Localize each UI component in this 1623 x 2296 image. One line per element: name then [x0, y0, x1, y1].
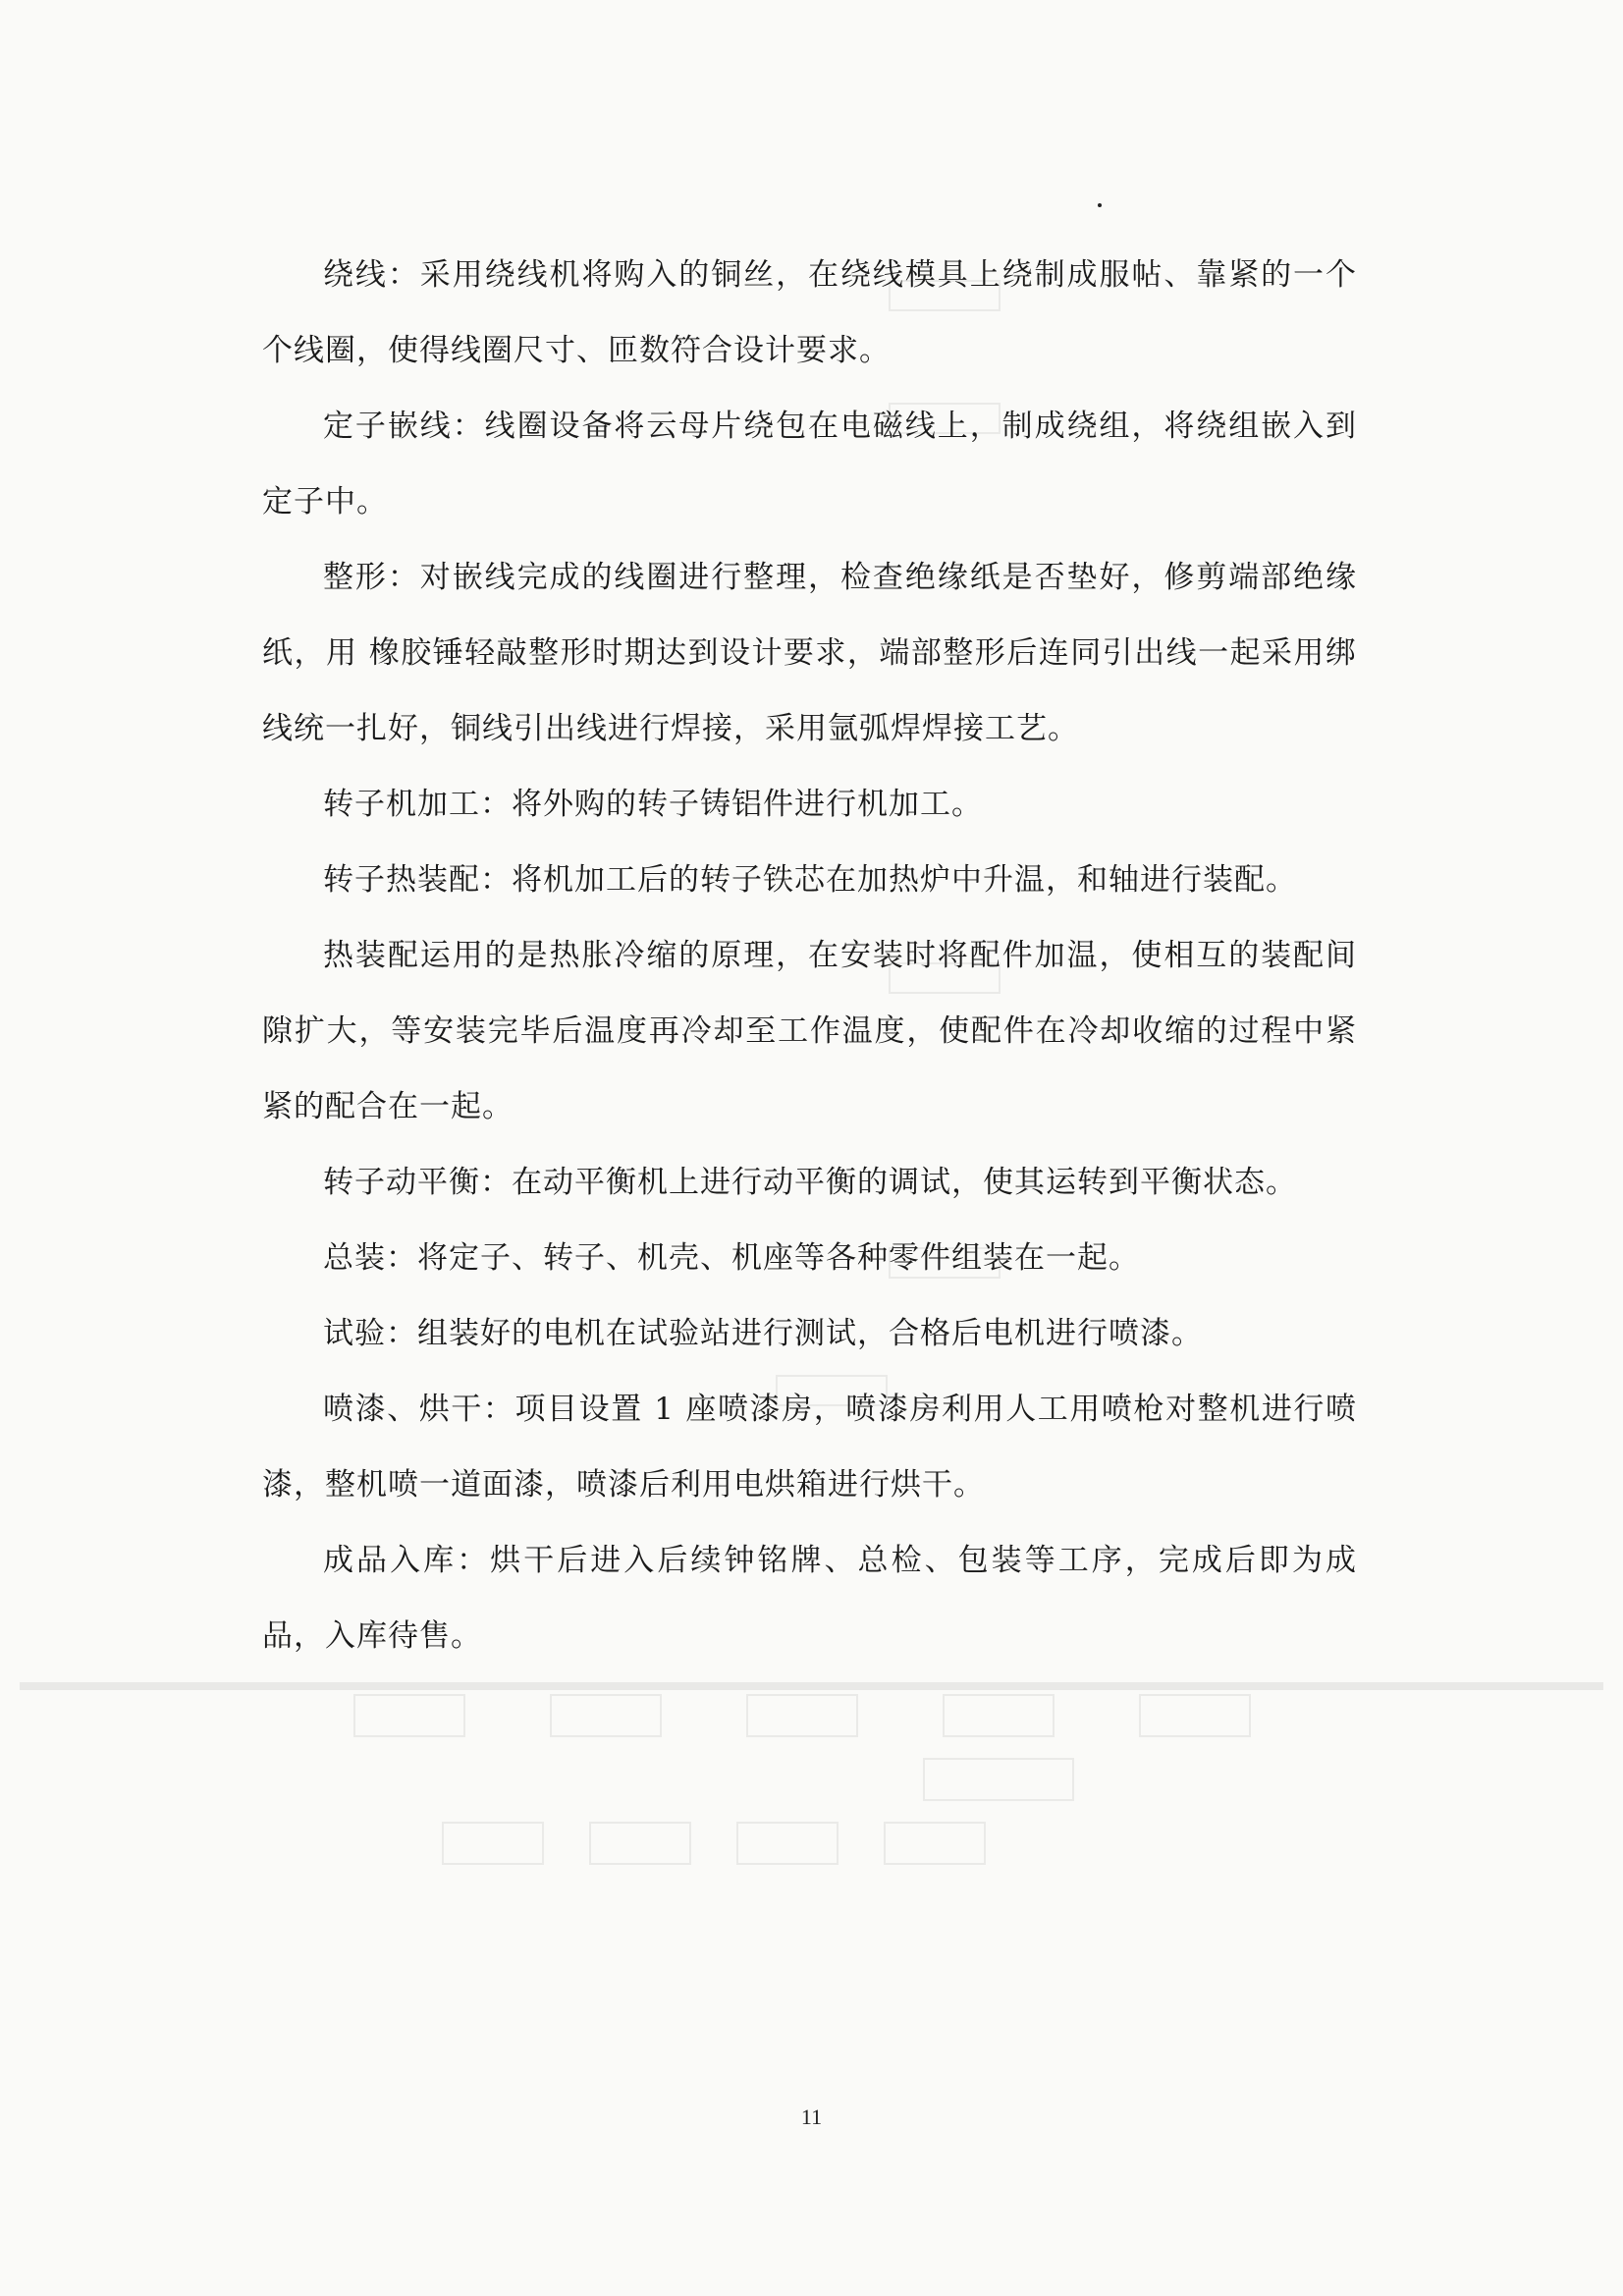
paragraph-shaping: 整形：对嵌线完成的线圈进行整理，检查绝缘纸是否垫好，修剪端部绝缘纸，用 橡胶锤轻敲整形时期达到设计要求，端部整形后连同引出线一起采用绑线统一扎好，铜线引出线进行焊接，采用氩弧焊焊接工艺。 — [262, 560, 1357, 746]
paragraph-winding: 绕线：采用绕线机将购入的铜丝，在绕线模具上绕制成服帖、靠紧的一个个线圈，使得线圈尺寸、匝数符合设计要求。 — [262, 257, 1357, 368]
paragraph-rotor-balancing: 转子动平衡：在动平衡机上进行动平衡的调试，使其运转到平衡状态。 — [323, 1165, 1297, 1200]
scan-speck — [1098, 203, 1102, 207]
paragraph-stator-embedding: 定子嵌线：线圈设备将云母片绕包在电磁线上，制成绕组，将绕组嵌入到定子中。 — [262, 409, 1357, 519]
paragraph-storage: 成品入库：烘干后进入后续钟铭牌、总检、包装等工序，完成后即为成品，入库待售。 — [262, 1543, 1357, 1654]
scan-band — [20, 1682, 1603, 1690]
paragraph-hot-assembly-principle: 热装配运用的是热胀冷缩的原理，在安装时将配件加温，使相互的装配间隙扩大，等安装完毕后温度再冷却至工作温度，使配件在冷却收缩的过程中紧紧的配合在一起。 — [262, 938, 1357, 1124]
paragraph-final-assembly: 总装：将定子、转子、机壳、机座等各种零件组装在一起。 — [323, 1240, 1140, 1276]
paragraph-testing: 试验：组装好的电机在试验站进行测试，合格后电机进行喷漆。 — [323, 1316, 1203, 1351]
paragraph-rotor-machining: 转子机加工：将外购的转子铸铝件进行机加工。 — [323, 787, 983, 822]
page-number: 11 — [800, 2105, 823, 2129]
paragraph-painting-drying: 喷漆、烘干：项目设置 1 座喷漆房，喷漆房利用人工用喷枪对整机进行喷漆，整机喷一道面漆，喷漆后利用电烘箱进行烘干。 — [262, 1392, 1357, 1503]
body-text — [262, 238, 1357, 1674]
paragraph-rotor-hot-assembly: 转子热装配：将机加工后的转子铁芯在加热炉中升温，和轴进行装配。 — [323, 862, 1297, 898]
